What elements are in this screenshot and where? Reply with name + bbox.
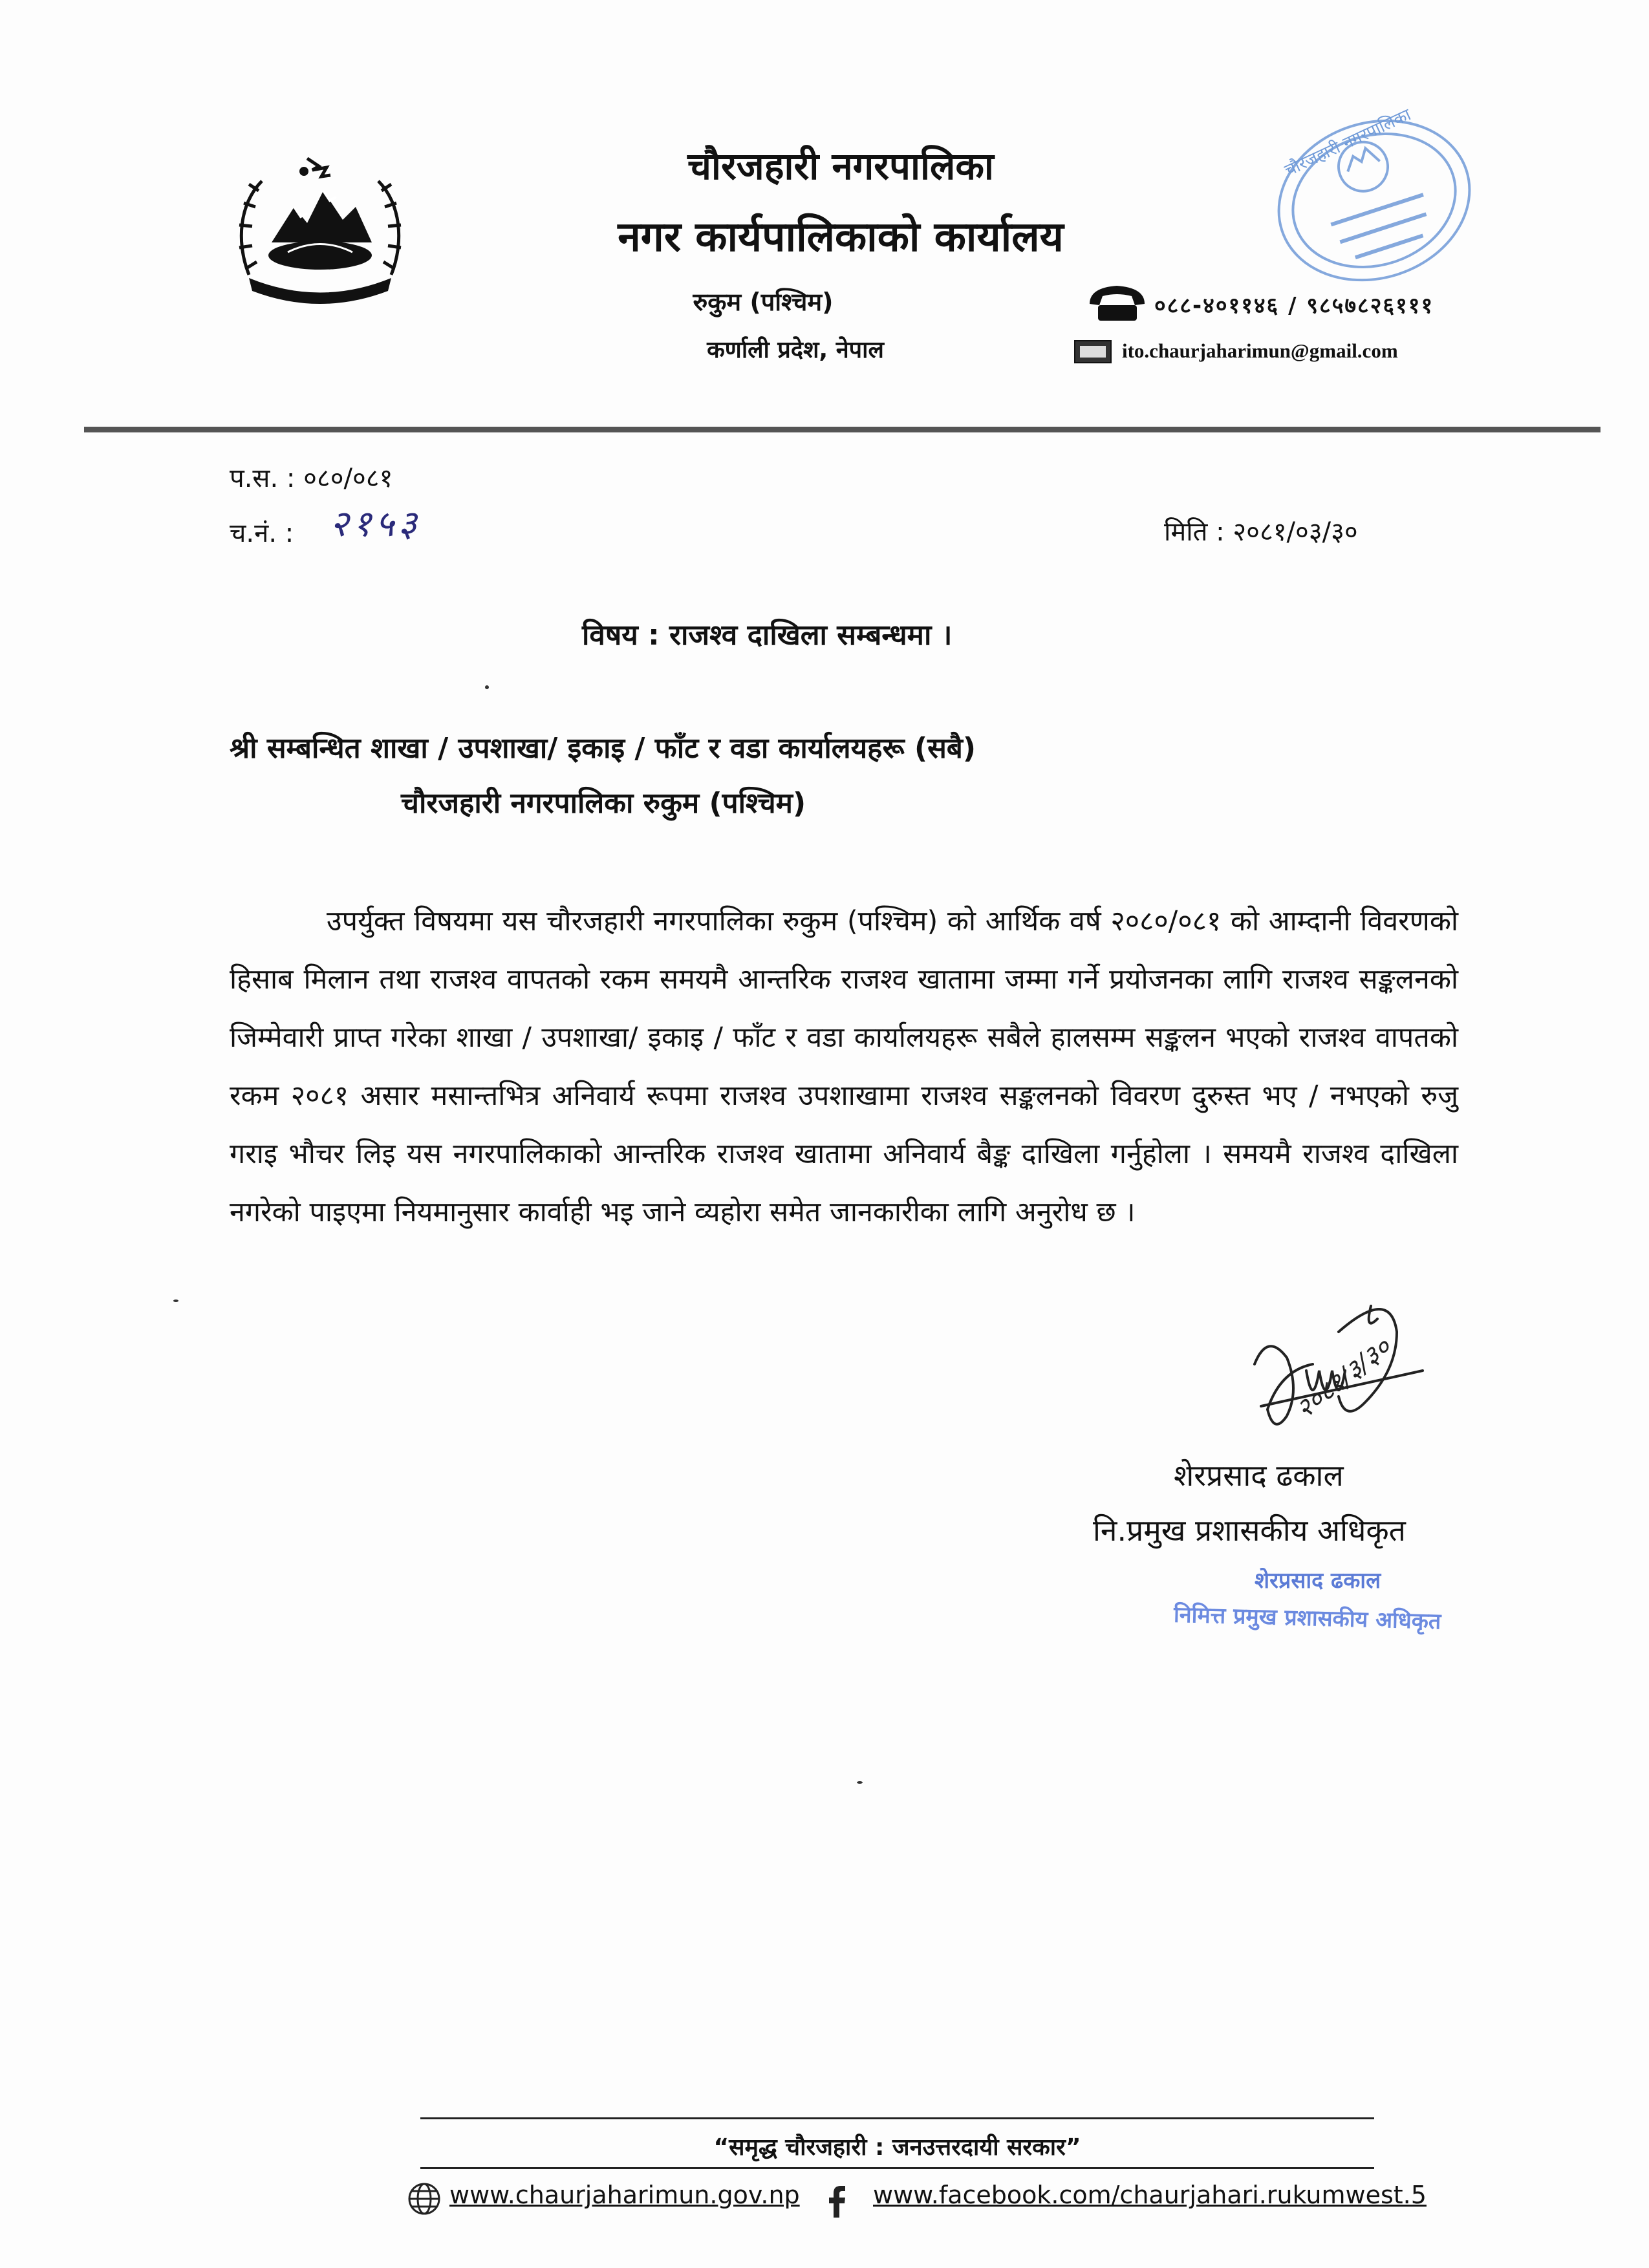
office-name: नगर कार्यपालिकाको कार्यालय [618, 213, 1064, 261]
org-name: चौरजहारी नगरपालिका [687, 144, 994, 188]
letter-ref-number: प.स. : ०८०/०८१ [230, 464, 393, 493]
dispatch-number-handwritten: २१५३ [330, 503, 421, 545]
official-stamp-title: निमित्त प्रमुख प्रशासकीय अधिकृत [1173, 1601, 1441, 1635]
facebook-icon [828, 2185, 847, 2218]
footer-divider-bottom [420, 2167, 1374, 2169]
dispatch-label: च.नं. : [230, 519, 294, 548]
signer-name: शेरप्रसाद ढकाल [1174, 1458, 1344, 1493]
stamp-text: चौरजहारी नगरपालिका [1282, 105, 1414, 181]
letter-body-text: उपर्युक्त विषयमा यस चौरजहारी नगरपालिका रुकुम (पश्चिम) को आर्थिक वर्ष २०८०/०८१ को आम्दानी विवरणको हिसाब मिलान तथा राजश्व वापतको रकम समयमै आन्तरिक राजश्व खातामा जम्मा गर्ने प्रयोजनका लागि राजश्व सङ्कलनको जिम्मेवारी प्राप्त गरेका शाखा / उपशाखा/ इकाइ / फाँट र वडा कार्यालयहरू सबैले हालसम्म सङ्कलन भएको राजश्व वापतको रकम २०८१ असार मसान्तभित्र अनिवार्य रूपमा राजश्व उपशाखामा राजश्व सङ्कलनको विवरण दुरुस्त भए / नभएको रुजु गराइ भौचर लिइ यस नगरपालिकाको आन्तरिक राजश्व खातामा अनिवार्य बैङ्क दाखिला गर्नुहोला । समयमै राजश्व दाखिला नगरेको पाइएमा नियमानुसार कार्वाही भइ जाने व्यहोरा समेत जानकारीका लागि अनुरोध छ । [230, 905, 1458, 1228]
province: कर्णाली प्रदेश, नेपाल [707, 337, 884, 363]
letter-subject: विषय : राजश्व दाखिला सम्बन्धमा । [582, 619, 953, 652]
footer-slogan: “समृद्ध चौरजहारी : जनउत्तरदायी सरकार” [713, 2134, 1081, 2161]
footer-divider-top [420, 2117, 1374, 2119]
scan-speck [173, 1300, 178, 1302]
district: रुकुम (पश्चिम) [693, 288, 834, 316]
municipality-stamp [1267, 103, 1481, 297]
phone-number: ०८८-४०११४६ / ९८५७८२६१११ [1154, 293, 1434, 319]
email-address: ito.chaurjaharimun@gmail.com [1122, 339, 1398, 362]
telephone-icon [1086, 278, 1148, 323]
scan-speck [857, 1781, 863, 1784]
signer-title: नि.प्रमुख प्रशासकीय अधिकृत [1093, 1513, 1406, 1548]
letter-body [230, 892, 1458, 1241]
official-stamp-name: शेरप्रसाद ढकाल [1255, 1568, 1381, 1594]
facebook-link[interactable]: www.facebook.com/chaurjahari.rukumwest.5 [873, 2181, 1427, 2209]
globe-icon [407, 2182, 441, 2216]
signature-date-scrawl: २०८१/३/३० [1290, 1332, 1397, 1425]
mail-icon [1073, 339, 1112, 364]
addressee-line-1: श्री सम्बन्धित शाखा / उपशाखा/ इकाइ / फाँट र वडा कार्यालयहरू (सबै) [230, 732, 976, 765]
addressee-line-2: चौरजहारी नगरपालिका रुकुम (पश्चिम) [401, 787, 806, 820]
scan-speck [485, 685, 489, 689]
website-link[interactable]: www.chaurjaharimun.gov.np [449, 2181, 800, 2209]
letter-date: मिति : २०८१/०३/३० [1164, 517, 1358, 547]
header-divider [84, 427, 1600, 433]
